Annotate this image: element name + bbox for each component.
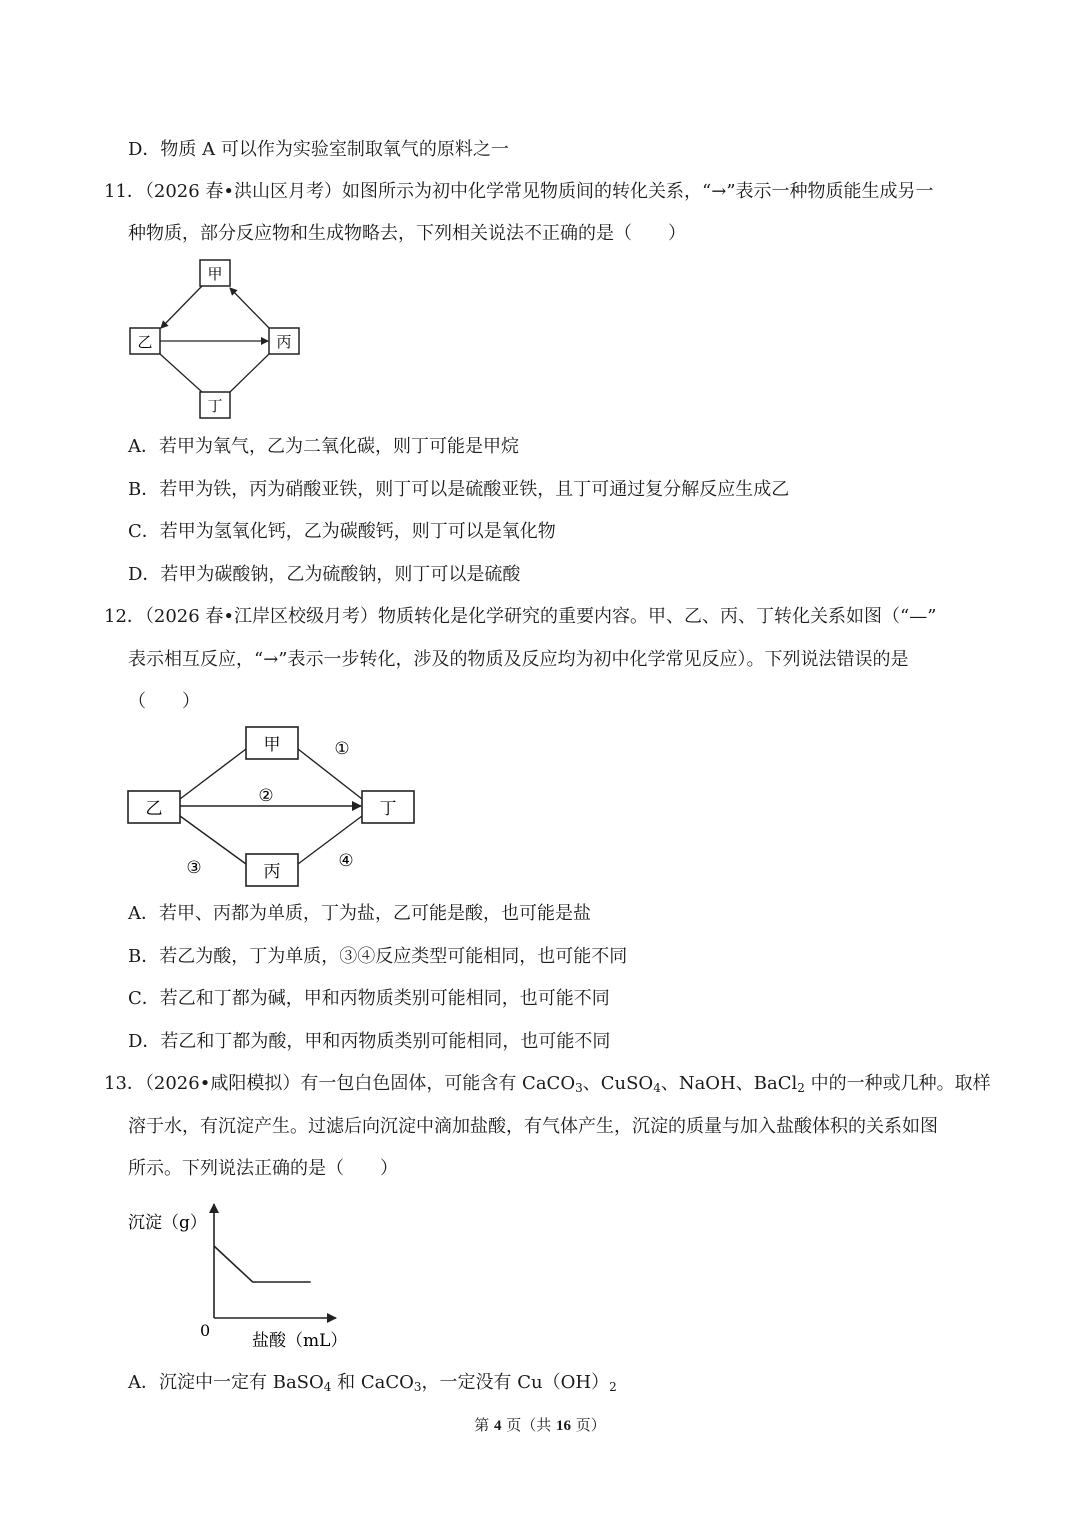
footer-total-pages: 16 [556,1418,572,1434]
q11-box-bottom-label: 丁 [207,397,223,415]
q11-option-d: D．若甲为碳酸钠，乙为硫酸钠，则丁可以是硫酸 [128,564,521,585]
q12-line-left-bottom [180,816,246,864]
q12-stem-line1: 12．（2026 春•江岸区校级月考）物质转化是化学研究的重要内容。甲、乙、丙、丁转化关系如图（“—” [104,606,937,627]
q12-label-1: ① [334,739,350,759]
q12-stem-line3: （ ） [128,691,200,712]
q11-arrow-right-to-top [230,288,269,328]
q11-diagram [128,258,308,422]
page-footer: 第 4 页（共 16 页） [474,1416,606,1434]
q13-stem-line1: 13．（2026•咸阳模拟）有一包白色固体，可能含有 CaCO$_3$、CuSO$_4$、NaOH、BaCl$_2$ 中的一种或几种。取样 [104,1073,991,1095]
q13-graph-series-line [214,1246,311,1282]
q11-box-left-label: 乙 [137,333,153,351]
q12-option-a: A．若甲、丙都为单质，丁为盐，乙可能是酸，也可能是盐 [128,903,591,924]
q12-stem-line2: 表示相互反应，“→”表示一步转化，涉及的物质及反应均为初中化学常见反应）。下列说法错误的是 [128,649,909,670]
q11-option-b: B．若甲为铁，丙为硝酸亚铁，则丁可以是硫酸亚铁，且丁可通过复分解反应生成乙 [128,479,790,500]
q13-graph-ylabel: 沉淀（g） [128,1213,207,1233]
q12-diagram [126,724,418,890]
q13-stem-line3: 所示。下列说法正确的是（ ） [128,1158,398,1179]
prev-option-d: D．物质 A 可以作为实验室制取氧气的原料之一 [128,139,509,160]
q12-box-right-label: 丁 [379,799,397,819]
q11-line-bottom-right [230,354,269,392]
q11-stem-line1: 11．（2026 春•洪山区月考）如图所示为初中化学常见物质间的转化关系，“→”表示一种物质能生成另一 [104,181,934,202]
q11-box-right-label: 丙 [276,333,292,351]
q11-option-a: A．若甲为氧气，乙为二氧化碳，则丁可能是甲烷 [128,436,519,457]
q11-option-c: C．若甲为氢氧化钙，乙为碳酸钙，则丁可以是氧化物 [128,521,556,542]
q13-option-a: A．沉淀中一定有 BaSO$_4$ 和 CaCO$_3$，一定没有 $Cu(OH)_2$ [128,1372,617,1394]
q13-graph-xlabel: 盐酸（mL） [252,1331,348,1351]
q12-option-d: D．若乙和丁都为酸，甲和丙物质类别可能相同，也可能不同 [128,1031,611,1052]
footer-page-number: 4 [493,1418,502,1434]
q12-option-c: C．若乙和丁都为碱，甲和丙物质类别可能相同，也可能不同 [128,988,610,1009]
q11-line-bottom-left [160,354,202,392]
q13-graph [126,1196,356,1356]
q12-line-left-top [180,749,246,799]
q11-stem-line2: 种物质，部分反应物和生成物略去，下列相关说法不正确的是（ ） [128,223,686,244]
q12-label-4: ④ [338,851,354,871]
q13-stem-line2: 溶于水，有沉淀产生。过滤后向沉淀中滴加盐酸，有气体产生，沉淀的质量与加入盐酸体积的关系如图 [128,1116,938,1137]
q11-arrow-top-to-left [161,286,202,328]
q12-box-left-label: 乙 [145,799,163,819]
q12-option-b: B．若乙为酸，丁为单质，③④反应类型可能相同，也可能不同 [128,946,628,967]
q12-box-top-label: 甲 [263,735,281,755]
q12-box-bottom-label: 丙 [263,862,281,882]
q12-line-top-right [298,749,362,799]
q12-label-2: ② [258,786,274,806]
q11-box-top-label: 甲 [207,265,223,283]
q12-label-3: ③ [186,858,202,878]
q13-graph-origin: 0 [200,1321,211,1340]
